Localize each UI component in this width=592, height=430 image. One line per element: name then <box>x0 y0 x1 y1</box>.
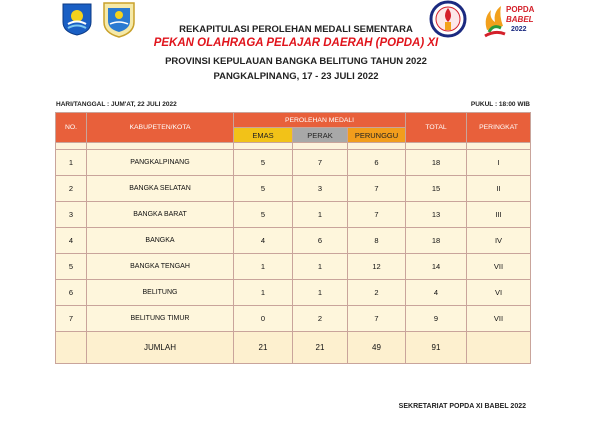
header-no: NO. <box>56 113 87 143</box>
row-rank: VI <box>467 280 531 306</box>
province-title: PROVINSI KEPULAUAN BANGKA BELITUNG TAHUN 2022 <box>165 56 427 67</box>
row-perunggu: 7 <box>348 306 406 332</box>
header-peringkat: PERINGKAT <box>467 113 531 143</box>
table-row <box>56 306 531 332</box>
row-perunggu: 7 <box>348 202 406 228</box>
total-perunggu: 49 <box>348 332 406 364</box>
row-total: 4 <box>406 280 467 306</box>
row-no: 3 <box>56 202 87 228</box>
header-kabupaten: KABUPETEN/KOTA <box>87 113 234 143</box>
row-rank: IV <box>467 228 531 254</box>
row-no: 1 <box>56 150 87 176</box>
babel-logo-text: BABEL <box>506 15 534 24</box>
row-perak: 3 <box>293 176 348 202</box>
row-no: 5 <box>56 254 87 280</box>
report-title: REKAPITULASI PEROLEHAN MEDALI SEMENTARA <box>179 24 413 35</box>
total-label: JUMLAH <box>87 332 234 364</box>
row-rank: III <box>467 202 531 228</box>
table-row <box>56 228 531 254</box>
report-date: HARI/TANGGAL : JUM'AT, 22 JULI 2022 <box>56 101 177 108</box>
row-emas: 1 <box>234 280 293 306</box>
table-row <box>56 254 531 280</box>
total-row <box>56 332 531 364</box>
row-rank: I <box>467 150 531 176</box>
row-no: 2 <box>56 176 87 202</box>
row-perak: 1 <box>293 254 348 280</box>
row-name: BELITUNG TIMUR <box>87 306 234 332</box>
total-emas: 21 <box>234 332 293 364</box>
row-rank: VII <box>467 254 531 280</box>
row-emas: 1 <box>234 254 293 280</box>
row-perunggu: 6 <box>348 150 406 176</box>
row-total: 15 <box>406 176 467 202</box>
medal-table <box>55 112 531 364</box>
row-name: BANGKA BARAT <box>87 202 234 228</box>
row-emas: 4 <box>234 228 293 254</box>
total-perak: 21 <box>293 332 348 364</box>
row-no: 6 <box>56 280 87 306</box>
table-row <box>56 176 531 202</box>
total-total: 91 <box>406 332 467 364</box>
row-emas: 5 <box>234 150 293 176</box>
row-emas: 5 <box>234 176 293 202</box>
header-perolehan-medali: PEROLEHAN MEDALI <box>234 113 406 128</box>
year-logo-text: 2022 <box>511 26 527 33</box>
row-perunggu: 8 <box>348 228 406 254</box>
table-row <box>56 280 531 306</box>
header-perunggu: PERUNGGU <box>348 128 406 143</box>
header-total: TOTAL <box>406 113 467 143</box>
row-name: BANGKA <box>87 228 234 254</box>
row-perak: 6 <box>293 228 348 254</box>
row-perak: 7 <box>293 150 348 176</box>
row-name: BANGKA SELATAN <box>87 176 234 202</box>
location-date-title: PANGKALPINANG, 17 - 23 JULI 2022 <box>213 71 379 82</box>
event-title: PEKAN OLAHRAGA PELAJAR DAERAH (POPDA) XI <box>153 37 439 49</box>
header-perak: PERAK <box>293 128 348 143</box>
table-row <box>56 202 531 228</box>
row-perak: 1 <box>293 280 348 306</box>
row-no: 4 <box>56 228 87 254</box>
report-time: PUKUL : 18:00 WIB <box>470 101 530 108</box>
row-perak: 2 <box>293 306 348 332</box>
spacer-row <box>56 143 531 150</box>
row-total: 14 <box>406 254 467 280</box>
row-perunggu: 2 <box>348 280 406 306</box>
total-rank-cell <box>467 332 531 364</box>
popda-logo-text: POPDA <box>506 5 535 14</box>
row-total: 18 <box>406 150 467 176</box>
row-emas: 0 <box>234 306 293 332</box>
row-name: BELITUNG <box>87 280 234 306</box>
total-no-cell <box>56 332 87 364</box>
row-rank: VII <box>467 306 531 332</box>
row-rank: II <box>467 176 531 202</box>
row-name: BANGKA TENGAH <box>87 254 234 280</box>
row-name: PANGKALPINANG <box>87 150 234 176</box>
row-total: 13 <box>406 202 467 228</box>
row-perunggu: 7 <box>348 176 406 202</box>
row-total: 18 <box>406 228 467 254</box>
row-emas: 5 <box>234 202 293 228</box>
row-total: 9 <box>406 306 467 332</box>
row-perunggu: 12 <box>348 254 406 280</box>
table-row <box>56 150 531 176</box>
footer-secretariat: SEKRETARIAT POPDA XI BABEL 2022 <box>398 403 526 410</box>
row-perak: 1 <box>293 202 348 228</box>
header-emas: EMAS <box>234 128 293 143</box>
row-no: 7 <box>56 306 87 332</box>
